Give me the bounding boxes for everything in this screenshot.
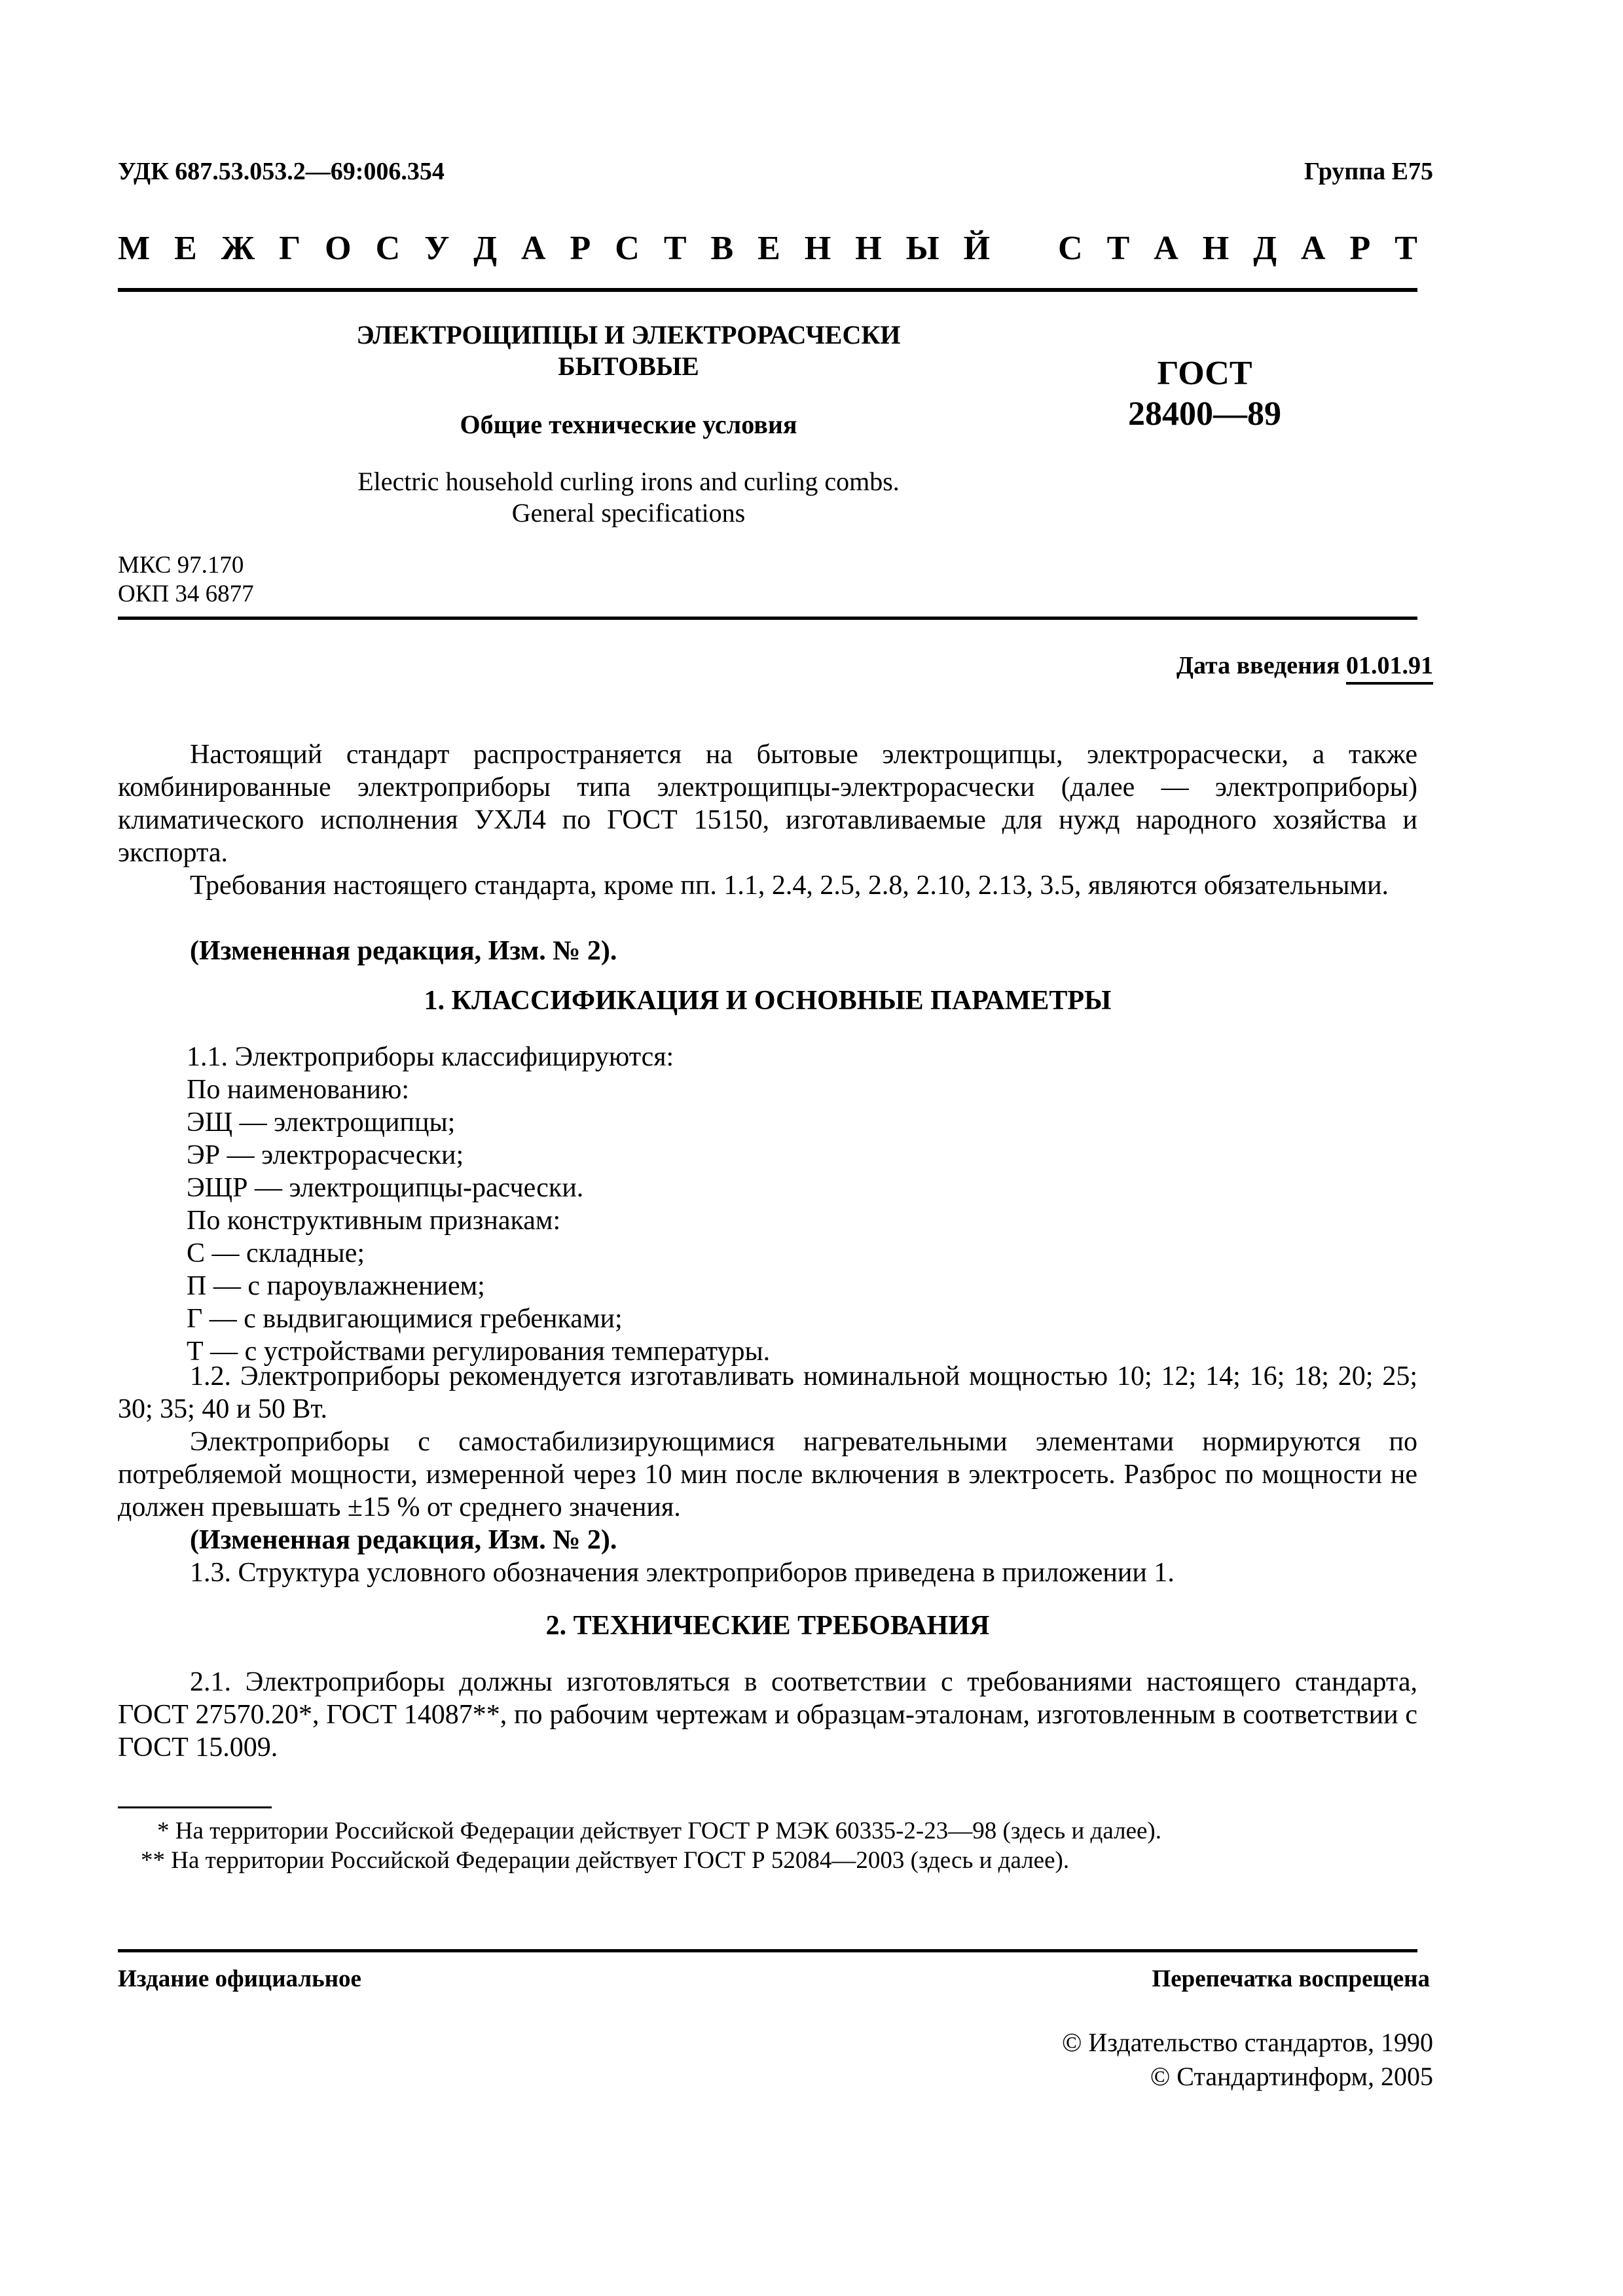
banner-letter: Н — [1202, 230, 1230, 267]
banner-letter: С — [1058, 230, 1083, 267]
banner-letter: Д — [1253, 230, 1277, 267]
banner-gap — [1014, 229, 1034, 268]
section-1-amendment-note: (Измененная редакция, Изм. № 2). — [190, 1525, 617, 1555]
top-rule — [118, 288, 1417, 292]
document-subtitle: Общие технические условия — [460, 410, 797, 439]
introduction-date — [1176, 651, 1433, 680]
banner-letter: Ы — [905, 230, 939, 267]
banner-letter: Т — [1106, 230, 1130, 267]
clause-1-2-continued: Электроприборы с самостабилизирующимися нагревательными элементами нормируются по потребляемой мощности, измеренной через 10 мин после включения в электросеть. Разброс по мощности не должен превышать ±15 % от среднего значения. — [118, 1427, 1417, 1522]
date-label: Дата введения — [1176, 652, 1340, 679]
banner-letter: Ж — [221, 230, 255, 267]
banner-letter: С — [615, 230, 640, 267]
mks-code: МКС 97.170 — [118, 552, 244, 579]
gost-label: ГОСТ — [1157, 355, 1252, 392]
classification-codes — [118, 551, 254, 609]
banner-letter: А — [1154, 230, 1178, 267]
banner-letter: В — [710, 230, 734, 267]
gost-number — [1106, 353, 1303, 435]
banner-letter: Р — [570, 230, 591, 267]
banner-letter: Е — [757, 230, 780, 267]
copyright-line-1: © Издательство стандартов, 1990 — [1061, 2028, 1433, 2057]
english-title-line-2: General specifications — [511, 498, 746, 528]
classification-line: По наименованию: — [187, 1075, 410, 1105]
document-title — [314, 319, 943, 382]
classification-line: 1.1. Электроприборы классифицируются: — [187, 1042, 674, 1072]
copyright-line-2: © Стандартинформ, 2005 — [1150, 2062, 1433, 2091]
section-1-classification-list — [187, 1041, 770, 1368]
banner-letter: Е — [174, 230, 197, 267]
interstate-standard-banner — [118, 229, 1417, 268]
classification-line: Г — с выдвигающимися гребенками; — [187, 1304, 623, 1334]
classification-line: ЭЩР — электрощипцы-расчески. — [187, 1173, 584, 1203]
date-value: 01.01.91 — [1346, 652, 1433, 685]
banner-letter: Н — [855, 230, 882, 267]
title-line-1: ЭЛЕКТРОЩИПЦЫ И ЭЛЕКТРОРАСЧЕСКИ — [356, 320, 901, 350]
english-title-line-1: Electric household curling irons and curling combs. — [357, 467, 900, 496]
banner-letter: С — [375, 230, 401, 267]
banner-letter: О — [325, 230, 352, 267]
okp-code: ОКП 34 6877 — [118, 581, 254, 607]
clause-1-3: 1.3. Структура условного обозначения электроприборов приведена в приложении 1. — [190, 1558, 1175, 1588]
banner-letter: М — [118, 230, 151, 267]
classification-line: ЭР — электрорасчески; — [187, 1140, 464, 1170]
banner-letter: У — [424, 230, 450, 267]
footnote-1: * На территории Российской Федерации действует ГОСТ Р МЭК 60335-2-23—98 (здесь и далее). — [157, 1818, 1161, 1844]
intro-paragraph-1: Настоящий стандарт распространяется на бытовые электрощипцы, электрорасчески, а также комбинированные электроприборы типа электрощипцы-электрорасчески (далее — электроприборы) климатического исполнения УХЛ4 по ГОСТ 15150, изготавливаемые для нужд народного хозяйства и экспорта. — [118, 740, 1417, 868]
official-edition-label: Издание официальное — [118, 1965, 361, 1992]
footnote-2: ** На территории Российской Федерации действует ГОСТ Р 52084—2003 (здесь и далее). — [141, 1847, 1070, 1874]
banner-letter: Н — [804, 230, 831, 267]
clause-1-2: 1.2. Электроприборы рекомендуется изготавливать номинальной мощностью 10; 12; 14; 16; 18; 20; 25; 30; 35; 40 и 50 Вт. — [118, 1361, 1417, 1424]
banner-letter: Т — [1395, 230, 1417, 267]
codes-rule — [118, 617, 1417, 620]
gost-designation: 28400—89 — [1128, 395, 1281, 433]
classification-line: ЭЩ — электрощипцы; — [187, 1107, 456, 1138]
banner-letter: Р — [1349, 230, 1371, 267]
classification-line: По конструктивным признакам: — [187, 1206, 561, 1236]
intro-paragraph-2: Требования настоящего стандарта, кроме пп. 1.1, 2.4, 2.5, 2.8, 2.10, 2.13, 3.5, являются обязательными. — [190, 870, 1389, 901]
footer-rule — [118, 1949, 1417, 1952]
banner-letter: Т — [663, 230, 687, 267]
banner-letter: А — [521, 230, 546, 267]
english-title — [314, 466, 943, 529]
banner-letter: А — [1300, 230, 1326, 267]
banner-letter: Й — [963, 230, 991, 267]
section-2-heading: 2. ТЕХНИЧЕСКИЕ ТРЕБОВАНИЯ — [545, 1611, 990, 1641]
footnote-separator — [118, 1806, 272, 1808]
clause-2-1: 2.1. Электроприборы должны изготовляться в соответствии с требованиями настоящего стандарта, ГОСТ 27570.20*, ГОСТ 14087**, по рабочим чертежам и образцам-эталонам, изготовленным в соответствии с ГОСТ 15.009. — [118, 1667, 1417, 1763]
classification-line: П — с пароувлажнением; — [187, 1271, 485, 1301]
classification-line: С — складные; — [187, 1238, 365, 1268]
section-1-heading: 1. КЛАССИФИКАЦИЯ И ОСНОВНЫЕ ПАРАМЕТРЫ — [424, 986, 1112, 1016]
intro-amendment-note: (Измененная редакция, Изм. № 2). — [190, 936, 617, 966]
copyright-block — [1062, 2026, 1433, 2094]
title-line-2: БЫТОВЫЕ — [558, 351, 699, 381]
classification-line: Т — с устройствами регулирования температуры. — [187, 1336, 771, 1367]
reprint-prohibited-label: Перепечатка воспрещена — [1152, 1965, 1430, 1992]
group-code: Группа Е75 — [1304, 158, 1433, 185]
banner-letter: Г — [279, 230, 301, 267]
udk-code: УДК 687.53.053.2—69:006.354 — [118, 158, 445, 185]
banner-letter: Д — [473, 230, 498, 267]
